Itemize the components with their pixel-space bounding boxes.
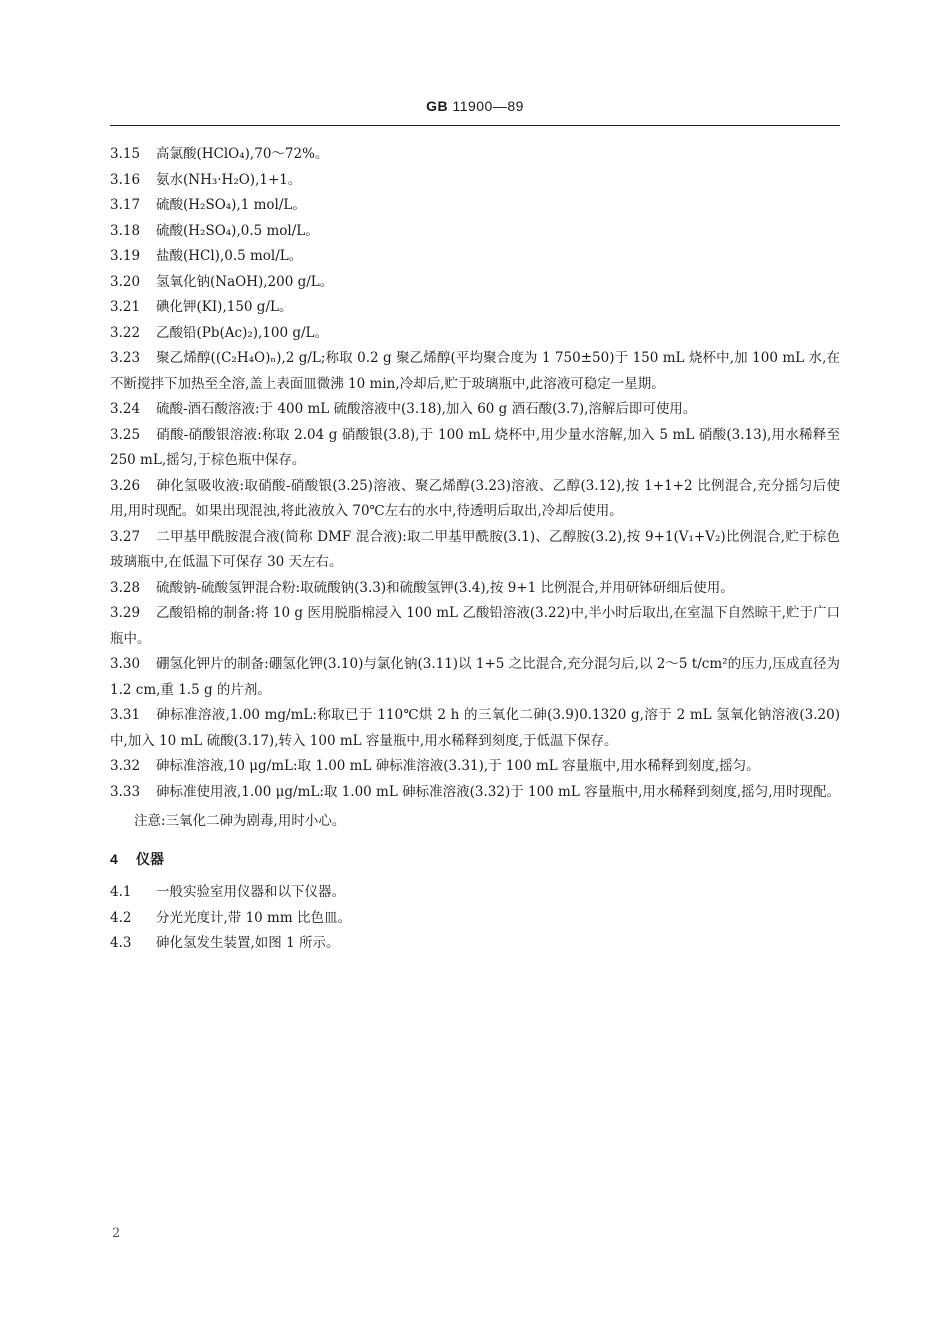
list-item <box>110 906 840 932</box>
item-number: 4.2 <box>110 909 132 926</box>
item-text: 硼氢化钾片的制备:硼氢化钾(3.10)与氯化钠(3.11)以 1+5 之比混合,充分混匀后,以 2～5 t/cm²的压力,压成直径为 1.2 cm,重 1.5 g 的片剂。 <box>110 656 840 698</box>
item-text: 砷化氢发生装置,如图 1 所示。 <box>156 935 340 951</box>
reagent-list <box>110 142 840 805</box>
item-text: 聚乙烯醇((C₂H₄O)ₙ),2 g/L;称取 0.2 g 聚乙烯醇(平均聚合度为 1 750±50)于 150 mL 烧杯中,加 100 mL 水,在不断搅拌下加热至全溶,盖上表面皿微沸 10 min,冷却后,贮于玻璃瓶中,此溶液可稳定一星期。 <box>110 350 840 392</box>
item-text: 砷化氢吸收液:取硝酸-硝酸银(3.25)溶液、聚乙烯醇(3.23)溶液、乙醇(3.12),按 1+1+2 比例混合,充分摇匀后使用,用时现配。如果出现混浊,将此液放入 70℃左右的水中,待透明后取出,冷却后使用。 <box>110 477 840 519</box>
item-number: 3.26 <box>110 477 141 494</box>
item-number: 3.20 <box>110 273 141 290</box>
page-header <box>0 98 950 114</box>
list-item <box>110 780 840 806</box>
item-number: 3.18 <box>110 222 141 239</box>
standard-prefix: GB <box>426 98 449 114</box>
item-number: 3.23 <box>110 350 141 366</box>
list-item <box>110 703 840 754</box>
list-item <box>110 880 840 906</box>
item-text: 硫酸(H₂SO₄),0.5 mol/L。 <box>156 222 319 239</box>
item-text: 高氯酸(HClO₄),70～72%。 <box>156 146 329 162</box>
item-number: 3.16 <box>110 171 141 188</box>
item-number: 3.31 <box>110 707 141 723</box>
list-item <box>110 346 840 397</box>
item-text: 盐酸(HCl),0.5 mol/L。 <box>156 248 303 264</box>
item-text: 氨水(NH₃·H₂O),1+1。 <box>156 171 302 188</box>
list-item <box>110 474 840 525</box>
list-item <box>110 244 840 270</box>
list-item <box>110 931 840 957</box>
list-item <box>110 270 840 296</box>
section-number: 4 <box>110 850 118 867</box>
item-number: 3.32 <box>110 758 141 774</box>
header-rule <box>110 125 840 126</box>
list-item <box>110 423 840 474</box>
list-item <box>110 576 840 602</box>
safety-note: 注意:三氧化二砷为剧毒,用时小心。 <box>134 813 346 829</box>
item-text: 砷标准溶液,10 μg/mL:取 1.00 mL 砷标准溶液(3.31),于 100 mL 容量瓶中,用水稀释到刻度,摇匀。 <box>156 758 760 774</box>
list-item <box>110 754 840 780</box>
item-text: 二甲基甲酰胺混合液(简称 DMF 混合液):取二甲基甲酰胺(3.1)、乙醇胺(3.2),按 9+1(V₁+V₂)比例混合,贮于棕色玻璃瓶中,在低温下可保存 30 天左右。 <box>110 528 840 570</box>
item-text: 砷标准溶液,1.00 mg/mL:称取已于 110℃烘 2 h 的三氧化二砷(3.9)0.1320 g,溶于 2 mL 氢氧化钠溶液(3.20)中,加入 10 mL 硫酸(3.17),转入 100 mL 容量瓶中,用水稀释到刻度,于低温下保存。 <box>110 707 840 749</box>
item-number: 3.30 <box>110 656 141 672</box>
item-number: 3.25 <box>110 426 141 443</box>
item-text: 硝酸-硝酸银溶液:称取 2.04 g 硝酸银(3.8),于 100 mL 烧杯中,用少量水溶解,加入 5 mL 硝酸(3.13),用水稀释至 250 mL,摇匀,于棕色瓶中保存。 <box>110 426 840 468</box>
item-number: 3.33 <box>110 783 141 800</box>
list-item <box>110 601 840 652</box>
document-body <box>110 142 840 957</box>
list-item <box>110 193 840 219</box>
list-item <box>110 295 840 321</box>
list-item <box>110 142 840 168</box>
item-number: 3.27 <box>110 528 141 545</box>
instrument-list <box>110 880 840 957</box>
list-item <box>110 397 840 423</box>
item-number: 3.24 <box>110 401 141 417</box>
item-text: 硫酸(H₂SO₄),1 mol/L。 <box>156 197 306 213</box>
item-number: 3.21 <box>110 299 141 315</box>
item-text: 砷标准使用液,1.00 μg/mL:取 1.00 mL 砷标准溶液(3.32)于 100 mL 容量瓶中,用水稀释到刻度,摇匀,用时现配。 <box>156 783 840 800</box>
item-text: 分光光度计,带 10 mm 比色皿。 <box>156 909 351 926</box>
list-item <box>110 525 840 576</box>
section-title: 仪器 <box>136 850 164 867</box>
item-text: 乙酸铅(Pb(Ac)₂),100 g/L。 <box>156 324 329 341</box>
item-text: 碘化钾(KI),150 g/L。 <box>156 299 293 315</box>
item-number: 4.1 <box>110 884 132 900</box>
standard-number: 11900—89 <box>452 98 524 114</box>
item-text: 乙酸铅棉的制备:将 10 g 医用脱脂棉浸入 100 mL 乙酸铅溶液(3.22)中,半小时后取出,在室温下自然晾干,贮于广口瓶中。 <box>110 605 840 647</box>
list-item <box>110 168 840 194</box>
item-number: 3.22 <box>110 324 141 341</box>
item-number: 3.17 <box>110 197 141 213</box>
section-heading <box>110 847 840 873</box>
item-number: 3.19 <box>110 248 141 264</box>
page-number: 2 <box>112 1226 121 1241</box>
item-number: 3.29 <box>110 605 141 621</box>
list-item <box>110 219 840 245</box>
item-text: 硫酸-酒石酸溶液:于 400 mL 硫酸溶液中(3.18),加入 60 g 酒石酸(3.7),溶解后即可使用。 <box>156 401 697 417</box>
item-number: 3.28 <box>110 579 141 596</box>
item-text: 氢氧化钠(NaOH),200 g/L。 <box>156 273 334 290</box>
list-item <box>110 652 840 703</box>
item-number: 4.3 <box>110 935 132 951</box>
list-item <box>110 321 840 347</box>
item-text: 硫酸钠-硫酸氢钾混合粉:取硫酸钠(3.3)和硫酸氢钾(3.4),按 9+1 比例混合,并用研钵研细后使用。 <box>156 579 734 596</box>
item-number: 3.15 <box>110 146 141 162</box>
item-text: 一般实验室用仪器和以下仪器。 <box>156 884 345 900</box>
